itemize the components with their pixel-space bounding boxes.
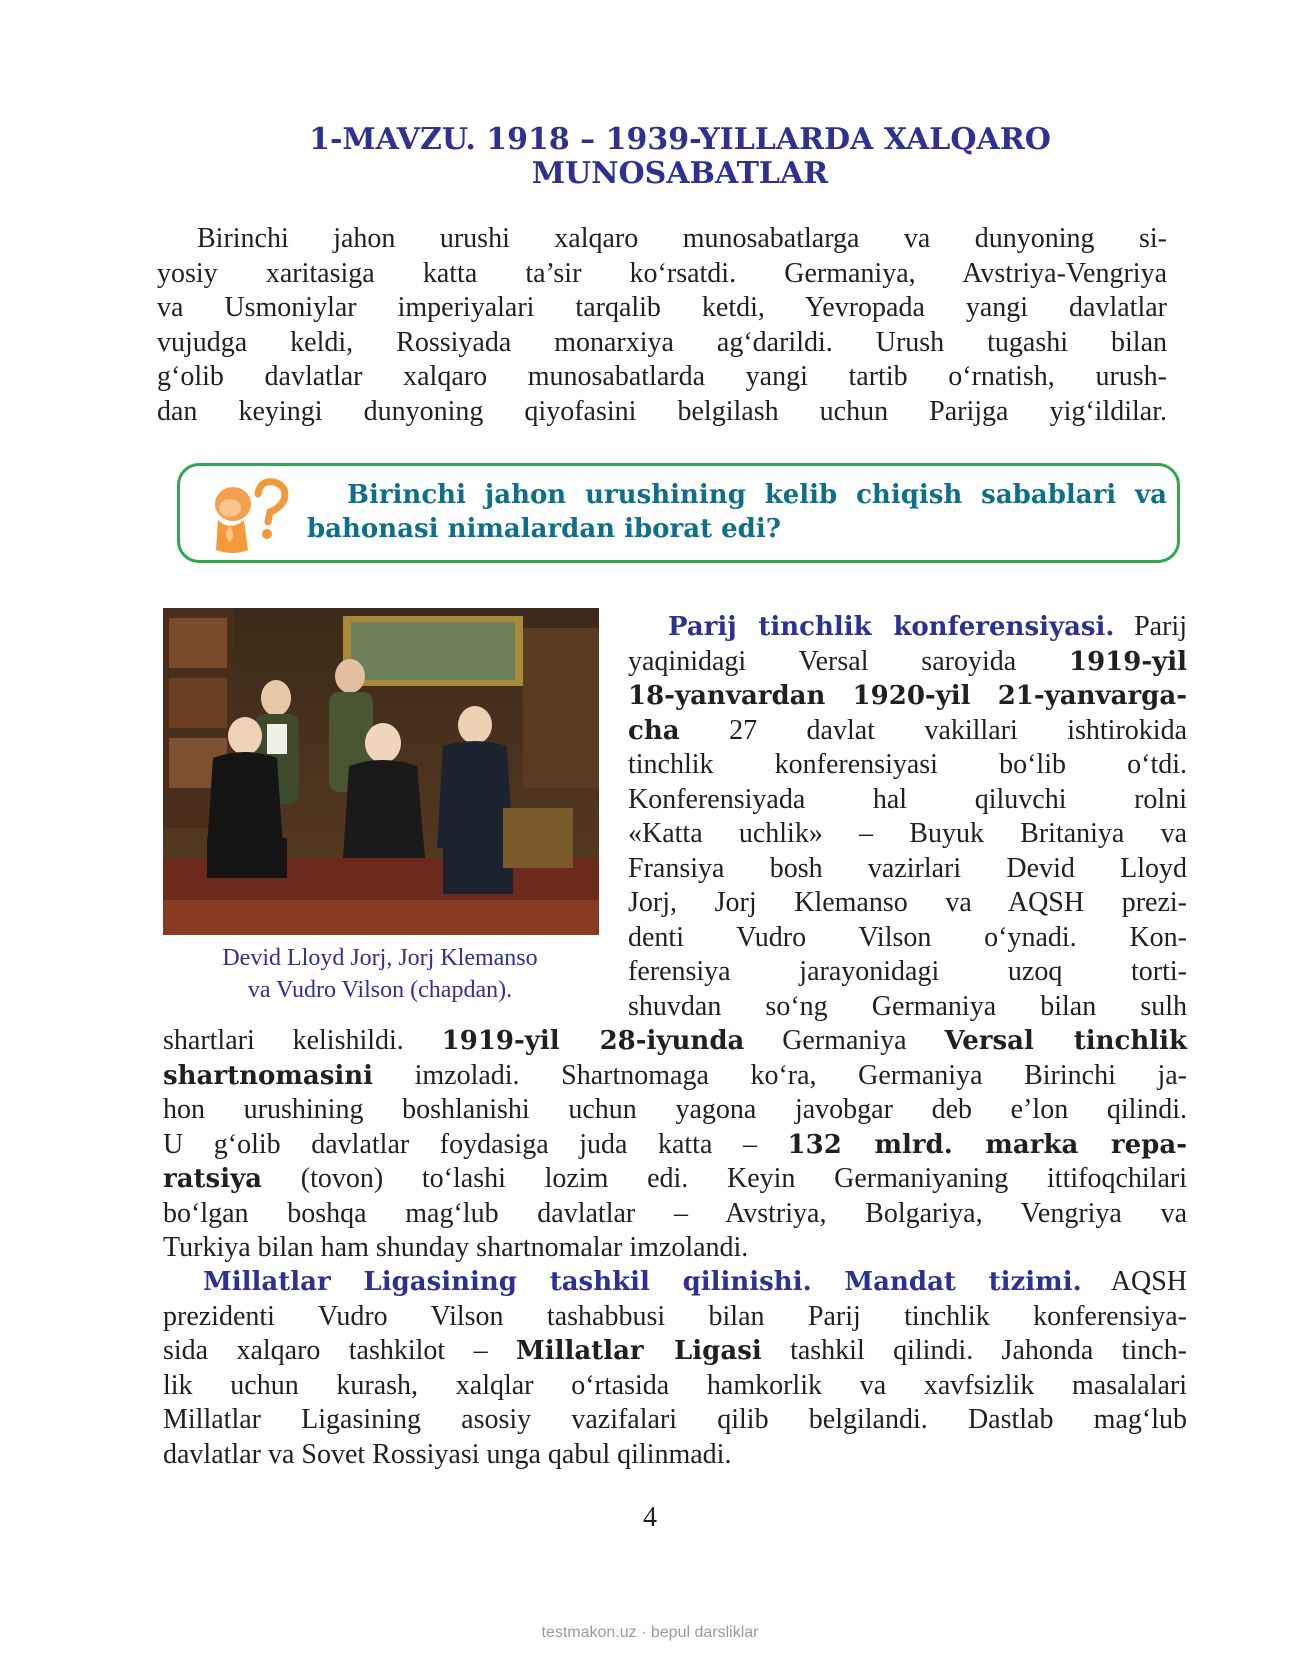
section2-line: prezidenti Vudro Vilson tashabbusi bilan Parij tinchlik konferensiya-	[163, 1300, 1187, 1332]
section-heading-paris-conference: Parij tinchlik konferensiyasi.	[668, 612, 1115, 642]
section1-line: Jorj, Jorj Klemanso va AQSH prezi-	[628, 887, 1187, 918]
bold-date: cha	[628, 715, 680, 746]
section2-line	[163, 1265, 1187, 1300]
intro-line: g‘olib davlatlar xalqaro munosabatlarda yangi tartib o‘rnatish, urush-	[157, 361, 1167, 392]
bold-date: 18-yanvardan 1920-yil 21-yanvarga-	[628, 681, 1187, 711]
text-fragment: 27 davlat vakillari ishtirokida	[679, 714, 1187, 746]
bold-term: ratsiya	[163, 1164, 263, 1194]
photo-caption	[160, 942, 600, 1006]
section1-line	[628, 714, 1187, 749]
thinking-child-icon	[200, 476, 290, 556]
intro-line: Birinchi jahon urushi xalqaro munosabatlarga va dunyoning si-	[197, 223, 1167, 254]
section1-line	[628, 645, 1187, 680]
question-box	[177, 463, 1180, 563]
versailles-photo-illustration	[163, 608, 599, 935]
section1-line: Fransiya bosh vazirlari Devid Lloyd	[628, 852, 1187, 884]
bold-term: Versal tinchlik	[944, 1026, 1188, 1056]
caption-line-1: Devid Lloyd Jorj, Jorj Klemanso	[222, 945, 538, 971]
section2-line: davlatlar va Sovet Rossiyasi unga qabul qilinmadi.	[163, 1438, 732, 1470]
bold-term: Millatlar Ligasi	[515, 1336, 762, 1366]
bold-date: 1919-yil 28-iyunda	[441, 1026, 745, 1056]
section1-line: «Katta uchlik» – Buyuk Britaniya va	[628, 818, 1187, 849]
intro-line: va Usmoniylar imperiyalari tarqalib ketdi, Yevropada yangi davlatlar	[157, 292, 1167, 323]
intro-line: dan keyingi dunyoning qiyofasini belgilash uchun Parijga yig‘ildilar.	[157, 395, 1167, 427]
text-fragment: (tovon) to‘lashi lozim edi. Keyin Germaniyaning ittifoqchilari	[262, 1163, 1187, 1194]
title-line-2: MUNOSABATLAR	[531, 156, 829, 191]
section1-line	[163, 1024, 1187, 1059]
section-paris-conference-side	[628, 610, 1187, 1024]
section1-line	[163, 1162, 1187, 1197]
big-three-photo	[163, 608, 599, 935]
section1-line: denti Vudro Vilson o‘ynadi. Kon-	[628, 921, 1187, 953]
intro-line: yosiy xaritasiga katta ta’sir ko‘rsatdi. Germaniya, Avstriya-Vengriya	[157, 257, 1167, 289]
question-line-1: Birinchi jahon urushining kelib chiqish sabablari va	[347, 480, 1167, 510]
text-fragment: Germaniya	[744, 1025, 945, 1056]
section1-line	[628, 679, 1187, 714]
section1-line: Turkiya bilan ham shunday shartnomalar imzolandi.	[163, 1232, 749, 1263]
section2-line: Millatlar Ligasining asosiy vazifalari qilib belgilandi. Dastlab mag‘lub	[163, 1404, 1187, 1435]
section-league-of-nations	[163, 1265, 1187, 1472]
section2-line	[163, 1334, 1187, 1369]
text-fragment: sida xalqaro tashkilot –	[163, 1335, 516, 1366]
text-fragment: U g‘olib davlatlar foydasiga juda katta –	[163, 1128, 788, 1160]
bold-date: 1919-yil	[1068, 646, 1187, 677]
section1-line	[163, 1128, 1187, 1163]
intro-paragraph	[157, 222, 1167, 429]
section1-line: ferensiya jarayonidagi uzoq torti-	[628, 956, 1187, 987]
text-fragment: shartlari kelishildi.	[163, 1025, 442, 1056]
section1-line	[628, 610, 1187, 645]
question-text	[307, 478, 1167, 546]
footer-watermark: testmakon.uz · bepul darsliklar	[541, 1624, 759, 1641]
section-paris-conference-full	[163, 1024, 1187, 1266]
section1-line	[163, 1059, 1187, 1094]
section1-line: shuvdan so‘ng Germaniya bilan sulh	[628, 990, 1187, 1022]
section1-line: Konferensiyada hal qiluvchi rolni	[628, 783, 1187, 815]
text-fragment: yaqinidagi Versal saroyida	[628, 645, 1069, 677]
section1-line: tinchlik konferensiyasi bo‘lib o‘tdi.	[628, 749, 1187, 780]
page-number: 4	[643, 1502, 657, 1533]
caption-line-2: va Vudro Vilson (chapdan).	[247, 977, 513, 1003]
title-line-1: 1-MAVZU. 1918 – 1939-YILLARDA XALQARO	[309, 122, 1051, 157]
text-fragment: tashkil qilindi. Jahonda tinch-	[761, 1335, 1187, 1366]
section1-line: hon urushining boshlanishi uchun yagona javobgar deb e’lon qilindi.	[163, 1094, 1187, 1125]
text-fragment: AQSH	[1081, 1266, 1187, 1297]
page-title	[150, 123, 1210, 191]
section2-line: lik uchun kurash, xalqlar o‘rtasida hamkorlik va xavfsizlik masalalari	[163, 1369, 1187, 1401]
text-fragment: imzoladi. Shartnomaga ko‘ra, Germaniya Birinchi ja-	[373, 1059, 1187, 1091]
bold-term: 132 mlrd. marka repa-	[787, 1129, 1187, 1160]
section-heading-league-of-nations: Millatlar Ligasining tashkil qilinishi. Mandat tizimi.	[203, 1267, 1082, 1297]
bold-term: shartnomasini	[163, 1060, 373, 1091]
intro-line: vujudga keldi, Rossiyada monarxiya ag‘darildi. Urush tugashi bilan	[157, 326, 1167, 358]
section1-line: bo‘lgan boshqa mag‘lub davlatlar – Avstriya, Bolgariya, Vengriya va	[163, 1197, 1187, 1229]
question-line-2: bahonasi nimalardan iborat edi?	[307, 514, 781, 544]
text-fragment: Parij	[1134, 611, 1187, 642]
